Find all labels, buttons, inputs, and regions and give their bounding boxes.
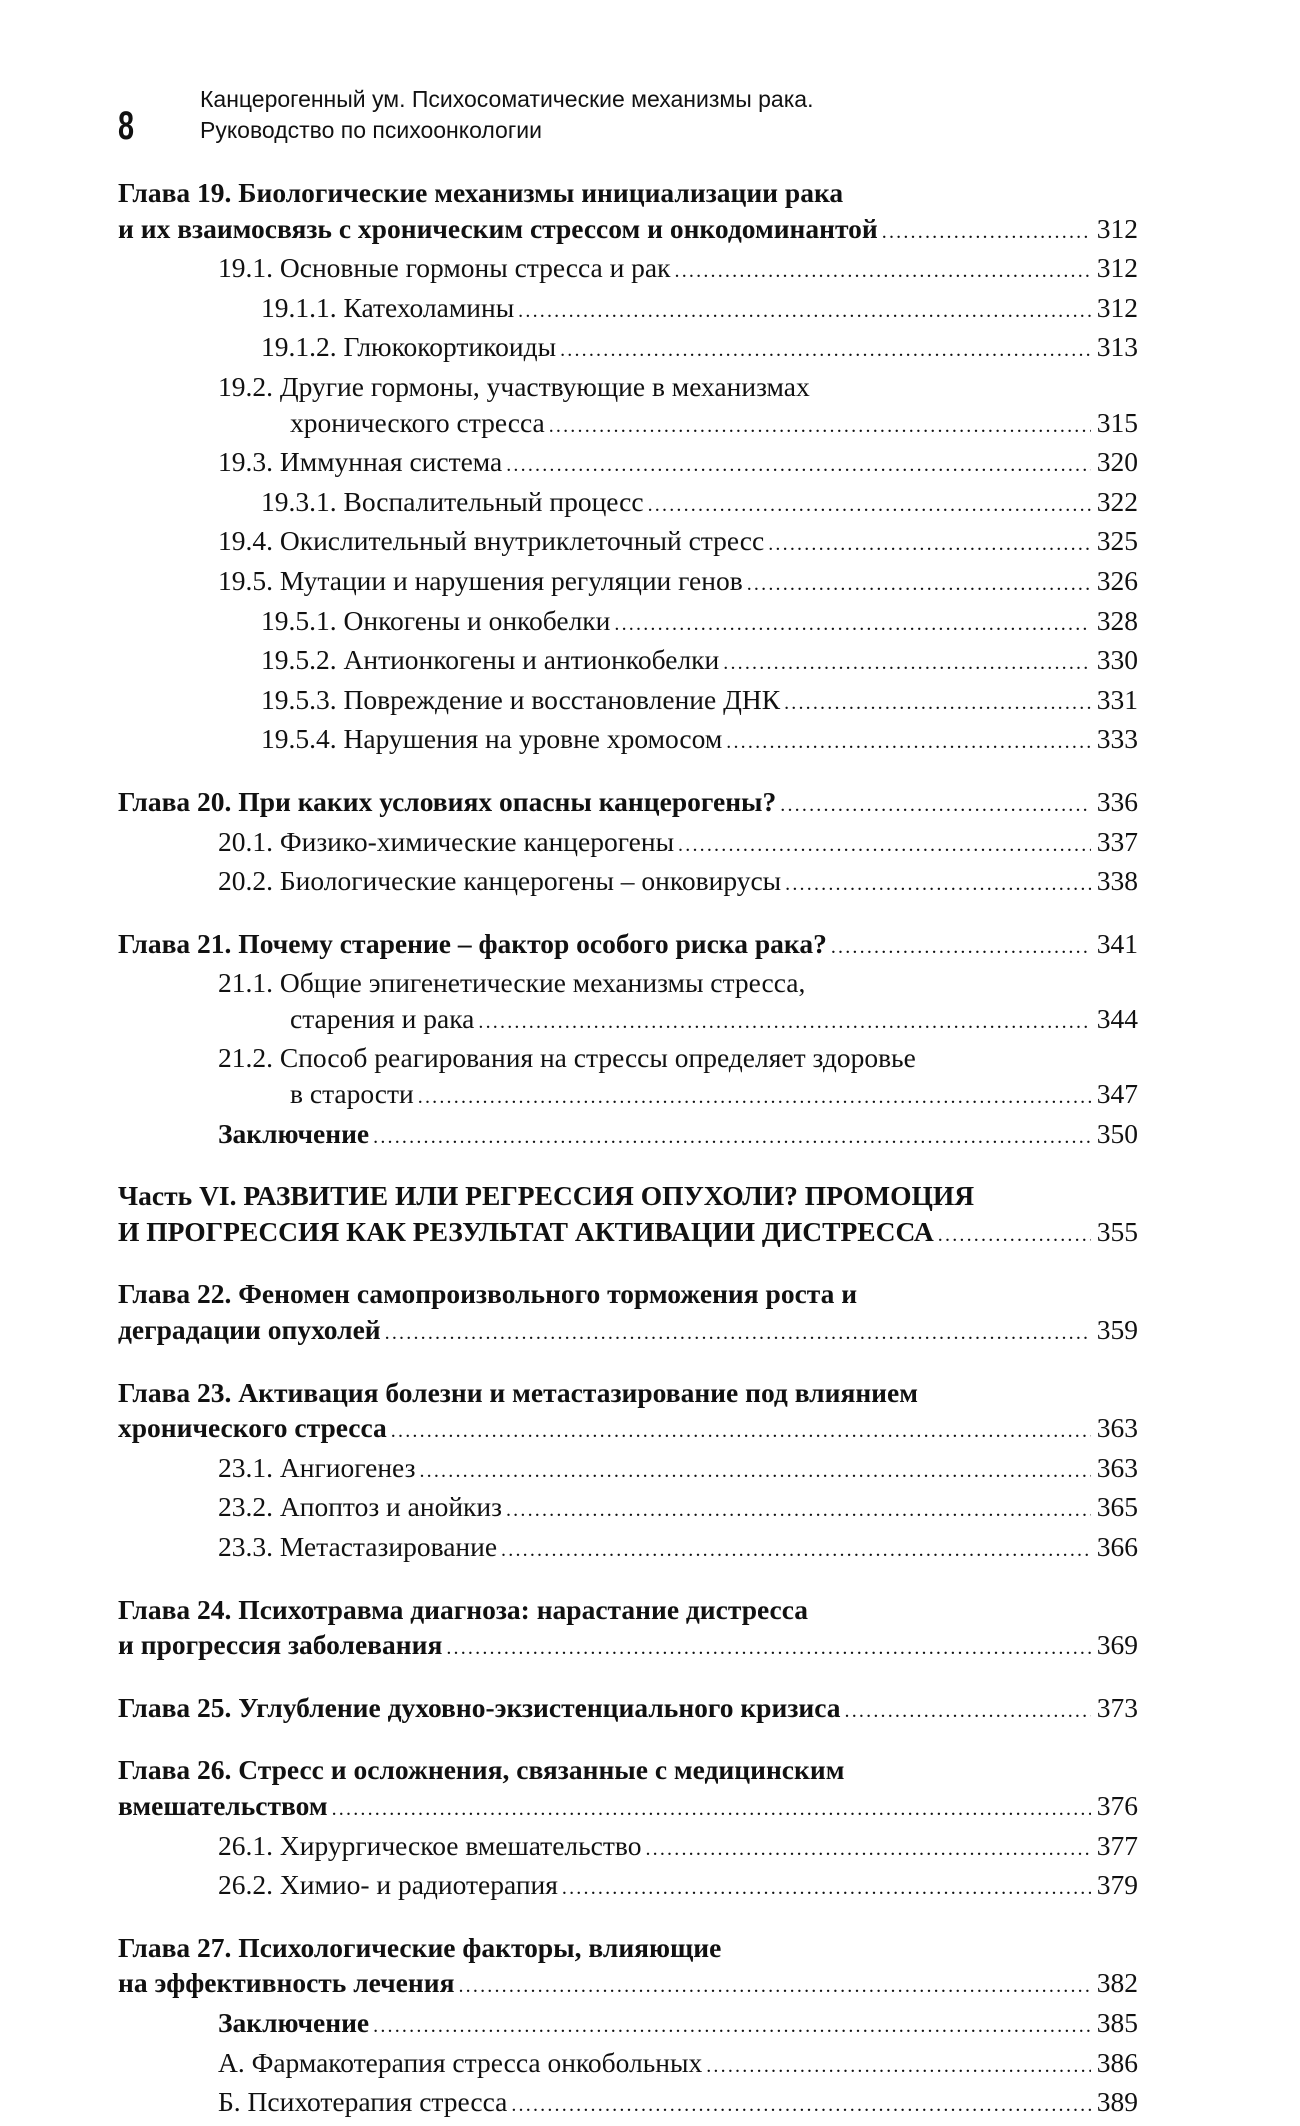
toc-entry-title: и прогрессия заболевания (118, 1629, 443, 1661)
toc-entry-title: и их взаимосвязь с хроническим стрессом и онкодоминантой (118, 212, 878, 244)
dot-leader (518, 294, 1091, 330)
toc-entry-title: Часть VI. РАЗВИТИЕ ИЛИ РЕГРЕССИЯ ОПУХОЛИ? ПРОМОЦИЯ (118, 1180, 975, 1212)
dot-leader (784, 686, 1091, 722)
toc-page-number: 376 (1096, 1789, 1138, 1821)
dot-leader (458, 1969, 1090, 2005)
toc-line (118, 926, 1138, 966)
toc-line (118, 1788, 1138, 1828)
toc-entry-title: 19.1.2. Глюкокортикоиды (261, 331, 557, 363)
book-title (200, 84, 813, 146)
toc-entry-title: Заключение (218, 1117, 370, 1149)
toc-line (118, 1076, 1138, 1116)
toc-page-number: 350 (1096, 1117, 1138, 1149)
toc-entry-title: на эффективность лечения (118, 1967, 455, 1999)
running-head (118, 84, 1138, 154)
toc-line (118, 1592, 1138, 1628)
toc-page-number: 322 (1096, 485, 1138, 517)
toc-line (118, 1529, 1138, 1569)
toc-line (118, 444, 1138, 484)
toc-entry-title: 20.2. Биологические канцерогены – онковирусы (218, 865, 782, 897)
toc-section-entry[interactable] (118, 523, 1138, 563)
toc-line (118, 484, 1138, 524)
toc-section-entry[interactable] (118, 369, 1138, 444)
toc-entry-title: хронического стресса (118, 1412, 387, 1444)
toc-entry-title: 19.3.1. Воспалительный процесс (261, 485, 644, 517)
dot-leader (549, 409, 1091, 445)
toc-page-number: 325 (1096, 525, 1138, 557)
dot-leader (373, 1120, 1091, 1156)
toc-section-entry[interactable] (118, 2084, 1138, 2124)
toc-section-entry[interactable] (118, 444, 1138, 484)
toc-line (118, 1752, 1138, 1788)
toc-entry-title: 23.3. Метастазирование (218, 1531, 498, 1562)
toc-entry-title: Глава 20. При каких условиях опасны канцерогены? (118, 785, 777, 817)
book-title-line-1: Канцерогенный ум. Психосоматические механизмы рака. (200, 86, 814, 112)
toc-section-entry[interactable] (118, 484, 1138, 524)
toc-page-number: 338 (1096, 865, 1138, 897)
toc-line (118, 1410, 1138, 1450)
toc-section-entry[interactable] (118, 329, 1138, 369)
toc-line (118, 1178, 1138, 1214)
toc-entry-title: Заключение (218, 2006, 370, 2038)
dot-leader (506, 1493, 1091, 1529)
toc-line (118, 329, 1138, 369)
toc-section-entry[interactable] (118, 563, 1138, 603)
toc-section-entry[interactable] (118, 2045, 1138, 2085)
dot-leader (419, 1454, 1090, 1490)
dot-leader (418, 1080, 1091, 1116)
toc-page-number: 365 (1096, 1491, 1138, 1523)
toc-entry-title: 26.1. Хирургическое вмешательство (218, 1829, 642, 1861)
toc-line (118, 1627, 1138, 1667)
toc-section-entry[interactable] (118, 1450, 1138, 1490)
toc-chapter-entry[interactable] (118, 1375, 1138, 1450)
toc-page-number: 389 (1096, 2086, 1138, 2118)
toc-line (118, 1276, 1138, 1312)
toc-page-number: 330 (1096, 644, 1138, 676)
toc-page-number: 366 (1096, 1531, 1138, 1562)
toc-entry-title: Глава 24. Психотравма диагноза: нарастание дистресса (118, 1593, 809, 1625)
toc-page-number: 312 (1096, 291, 1138, 323)
toc-page-number: 312 (1096, 212, 1138, 244)
page-number: 8 (118, 104, 135, 148)
toc-line (118, 369, 1138, 405)
toc-page-number: 333 (1096, 723, 1138, 755)
toc-page-number: 359 (1096, 1314, 1138, 1346)
toc-entry-title: в старости (290, 1078, 414, 1110)
toc-entry-title: Глава 23. Активация болезни и метастазирование под влиянием (118, 1376, 918, 1408)
toc-page-number: 347 (1096, 1078, 1138, 1110)
dot-leader (678, 828, 1091, 864)
toc-entry-title: деградации опухолей (118, 1314, 381, 1346)
toc-line (118, 2005, 1138, 2045)
dot-leader (506, 448, 1091, 484)
toc-entry-title: И ПРОГРЕССИЯ КАК РЕЗУЛЬТАТ АКТИВАЦИИ ДИСТРЕССА (118, 1215, 934, 1247)
dot-leader (385, 1316, 1091, 1352)
toc-line (118, 1375, 1138, 1411)
toc-line (118, 250, 1138, 290)
toc-line (118, 1001, 1138, 1041)
toc-line (118, 784, 1138, 824)
toc-entry-title: 21.1. Общие эпигенетические механизмы стресса, (218, 967, 806, 999)
dot-leader (560, 333, 1091, 369)
toc-line (118, 1312, 1138, 1352)
toc-line (118, 824, 1138, 864)
toc-line (118, 1214, 1138, 1254)
dot-leader (675, 254, 1091, 290)
dot-leader (780, 788, 1090, 824)
toc-section-entry[interactable] (118, 250, 1138, 290)
toc-page-number: 382 (1096, 1967, 1138, 1999)
toc-line (118, 405, 1138, 445)
toc-page-number: 337 (1096, 825, 1138, 857)
dot-leader (501, 1533, 1091, 1569)
toc-entry-title: 19.2. Другие гормоны, участвующие в механизмах (218, 370, 810, 402)
toc-section-entry[interactable] (118, 2005, 1138, 2045)
toc-entry-title: 19.1.1. Катехоламины (261, 291, 515, 323)
dot-leader (768, 527, 1091, 563)
toc-page-number: 369 (1096, 1629, 1138, 1661)
toc-page-number: 379 (1096, 1869, 1138, 1901)
dot-leader (373, 2009, 1091, 2045)
toc-section-entry[interactable] (118, 290, 1138, 330)
toc-page-number: 385 (1096, 2006, 1138, 2038)
toc-section-entry[interactable] (118, 1489, 1138, 1529)
toc-entry-title: 19.3. Иммунная система (218, 446, 503, 478)
toc-line (118, 863, 1138, 903)
dot-leader (562, 1871, 1091, 1907)
toc-line (118, 603, 1138, 643)
toc-line (118, 1828, 1138, 1868)
toc-chapter-entry[interactable] (118, 1178, 1138, 1253)
dot-leader (478, 1005, 1090, 1041)
dot-leader (938, 1218, 1091, 1254)
toc-chapter-entry[interactable] (118, 1930, 1138, 2005)
toc-chapter-entry[interactable] (118, 784, 1138, 824)
toc-line (118, 1450, 1138, 1490)
dot-leader (726, 725, 1090, 761)
toc-line (118, 211, 1138, 251)
toc-entry-title: Глава 21. Почему старение – фактор особого риска рака? (118, 927, 827, 959)
toc-section-entry[interactable] (118, 1529, 1138, 1569)
toc-line (118, 1489, 1138, 1529)
toc-page-number: 331 (1096, 683, 1138, 715)
toc-page-number: 341 (1096, 927, 1138, 959)
toc-line (118, 1965, 1138, 2005)
dot-leader (845, 1694, 1091, 1730)
toc-page-number: 328 (1096, 604, 1138, 636)
toc-entry-title: 19.1. Основные гормоны стресса и рак (218, 252, 671, 284)
toc-entry-title: Глава 22. Феномен самопроизвольного торможения роста и (118, 1278, 858, 1310)
toc-page-number: 313 (1096, 331, 1138, 363)
toc-line (118, 563, 1138, 603)
toc-entry-title: вмешательством (118, 1789, 328, 1821)
toc-entry-title: 19.5.4. Нарушения на уровне хромосом (261, 723, 723, 755)
toc-page-number: 312 (1096, 252, 1138, 284)
toc-entry-title: Глава 26. Стресс и осложнения, связанные с медицинским (118, 1754, 845, 1786)
dot-leader (446, 1631, 1090, 1667)
dot-leader (882, 215, 1091, 251)
toc-entry-title: 19.5. Мутации и нарушения регуляции генов (218, 564, 743, 596)
toc-entry-title: хронического стресса (290, 406, 545, 438)
toc-page-number: 344 (1096, 1002, 1138, 1034)
toc-chapter-entry[interactable] (118, 1752, 1138, 1827)
toc-entry-title: 23.2. Апоптоз и анойкиз (218, 1491, 502, 1523)
toc-page-number: 336 (1096, 785, 1138, 817)
toc-section-entry[interactable] (118, 965, 1138, 1040)
toc-section-entry[interactable] (118, 1116, 1138, 1156)
dot-leader (511, 2088, 1090, 2124)
toc-chapter-entry[interactable] (118, 1592, 1138, 1667)
toc-section-entry[interactable] (118, 603, 1138, 643)
dot-leader (614, 607, 1090, 643)
toc-line (118, 1040, 1138, 1076)
toc-line (118, 523, 1138, 563)
toc-entry-title: 19.4. Окислительный внутриклеточный стресс (218, 525, 765, 557)
toc-entry-title: 19.5.1. Онкогены и онкобелки (261, 604, 611, 636)
dot-leader (831, 930, 1091, 966)
toc-entry-title: 21.2. Способ реагирования на стрессы определяет здоровье (218, 1042, 916, 1074)
book-title-line-2: Руководство по психоонкологии (200, 117, 542, 143)
toc-page-number: 320 (1096, 446, 1138, 478)
toc-line (118, 642, 1138, 682)
dot-leader (332, 1792, 1091, 1828)
toc-page-number: 373 (1096, 1691, 1138, 1723)
toc-entry-title: 20.1. Физико-химические канцерогены (218, 825, 675, 857)
toc-line (118, 2084, 1138, 2124)
toc-section-entry[interactable] (118, 682, 1138, 722)
toc-page-number: 377 (1096, 1829, 1138, 1861)
toc-entry-title: Глава 27. Психологические факторы, влияющие (118, 1931, 722, 1963)
toc-chapter-entry[interactable] (118, 926, 1138, 966)
toc-section-entry[interactable] (118, 1828, 1138, 1868)
toc-section-entry[interactable] (118, 863, 1138, 903)
toc-line (118, 1690, 1138, 1730)
dot-leader (645, 1832, 1090, 1868)
toc-line (118, 2045, 1138, 2085)
toc-line (118, 1930, 1138, 1966)
toc-line (118, 290, 1138, 330)
dot-leader (723, 646, 1091, 682)
toc-entry-title: А. Фармакотерапия стресса онкобольных (218, 2046, 703, 2078)
toc-line (118, 682, 1138, 722)
toc-section-entry[interactable] (118, 1867, 1138, 1907)
dot-leader (648, 488, 1091, 524)
toc-page-number: 386 (1096, 2046, 1138, 2078)
toc-line (118, 721, 1138, 761)
toc-entry-title: 26.2. Химио- и радиотерапия (218, 1869, 558, 1901)
toc-page-number: 326 (1096, 564, 1138, 596)
toc-line (118, 1867, 1138, 1907)
toc-chapter-entry[interactable] (118, 1276, 1138, 1351)
toc-entry-title: 19.5.3. Повреждение и восстановление ДНК (261, 683, 781, 715)
toc-page-number: 355 (1096, 1215, 1138, 1247)
toc-page-number: 315 (1096, 406, 1138, 438)
dot-leader (706, 2049, 1091, 2085)
dot-leader (785, 867, 1091, 903)
toc-section-entry[interactable] (118, 824, 1138, 864)
table-of-contents (118, 175, 1138, 2124)
toc-entry-title: 23.1. Ангиогенез (218, 1451, 416, 1483)
toc-entry-title: Глава 19. Биологические механизмы инициализации рака (118, 177, 844, 208)
toc-line (118, 175, 1138, 211)
toc-entry-title: 19.5.2. Антионкогены и антионкобелки (261, 644, 720, 676)
toc-line (118, 1116, 1138, 1156)
toc-section-entry[interactable] (118, 1040, 1138, 1115)
toc-chapter-entry[interactable] (118, 1690, 1138, 1730)
toc-chapter-entry[interactable] (118, 175, 1138, 250)
toc-section-entry[interactable] (118, 642, 1138, 682)
dot-leader (747, 567, 1091, 603)
toc-section-entry[interactable] (118, 721, 1138, 761)
dot-leader (391, 1414, 1091, 1450)
toc-entry-title: Глава 25. Углубление духовно-экзистенциального кризиса (118, 1691, 841, 1723)
toc-line (118, 965, 1138, 1001)
toc-entry-title: старения и рака (290, 1002, 475, 1034)
toc-page-number: 363 (1096, 1412, 1138, 1444)
toc-entry-title: Б. Психотерапия стресса (218, 2086, 508, 2118)
toc-page-number: 363 (1096, 1451, 1138, 1483)
